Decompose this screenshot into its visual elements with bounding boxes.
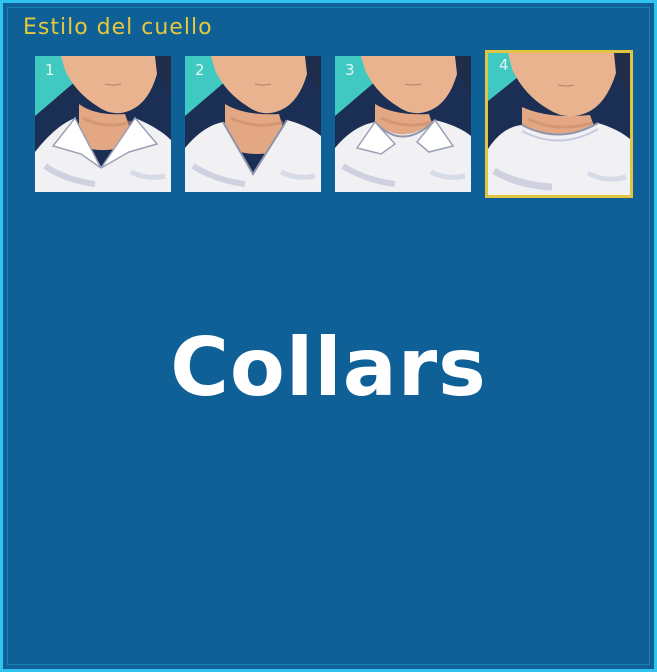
collar-option-3[interactable] [335, 56, 471, 192]
section-title: Estilo del cuello [23, 15, 213, 40]
collar-option-1[interactable] [35, 56, 171, 192]
option-number: 2 [195, 61, 205, 79]
collar-1-portrait [35, 56, 171, 192]
collar-option-2[interactable] [185, 56, 321, 192]
option-number: 4 [499, 56, 509, 74]
collar-options-row [35, 56, 633, 198]
collar-3-portrait [335, 56, 471, 192]
collar-4-portrait [488, 53, 630, 195]
collars-heading: Collars [170, 321, 487, 414]
option-number: 1 [45, 61, 55, 79]
collar-2-portrait [185, 56, 321, 192]
option-number: 3 [345, 61, 355, 79]
collar-option-4[interactable] [485, 50, 633, 198]
